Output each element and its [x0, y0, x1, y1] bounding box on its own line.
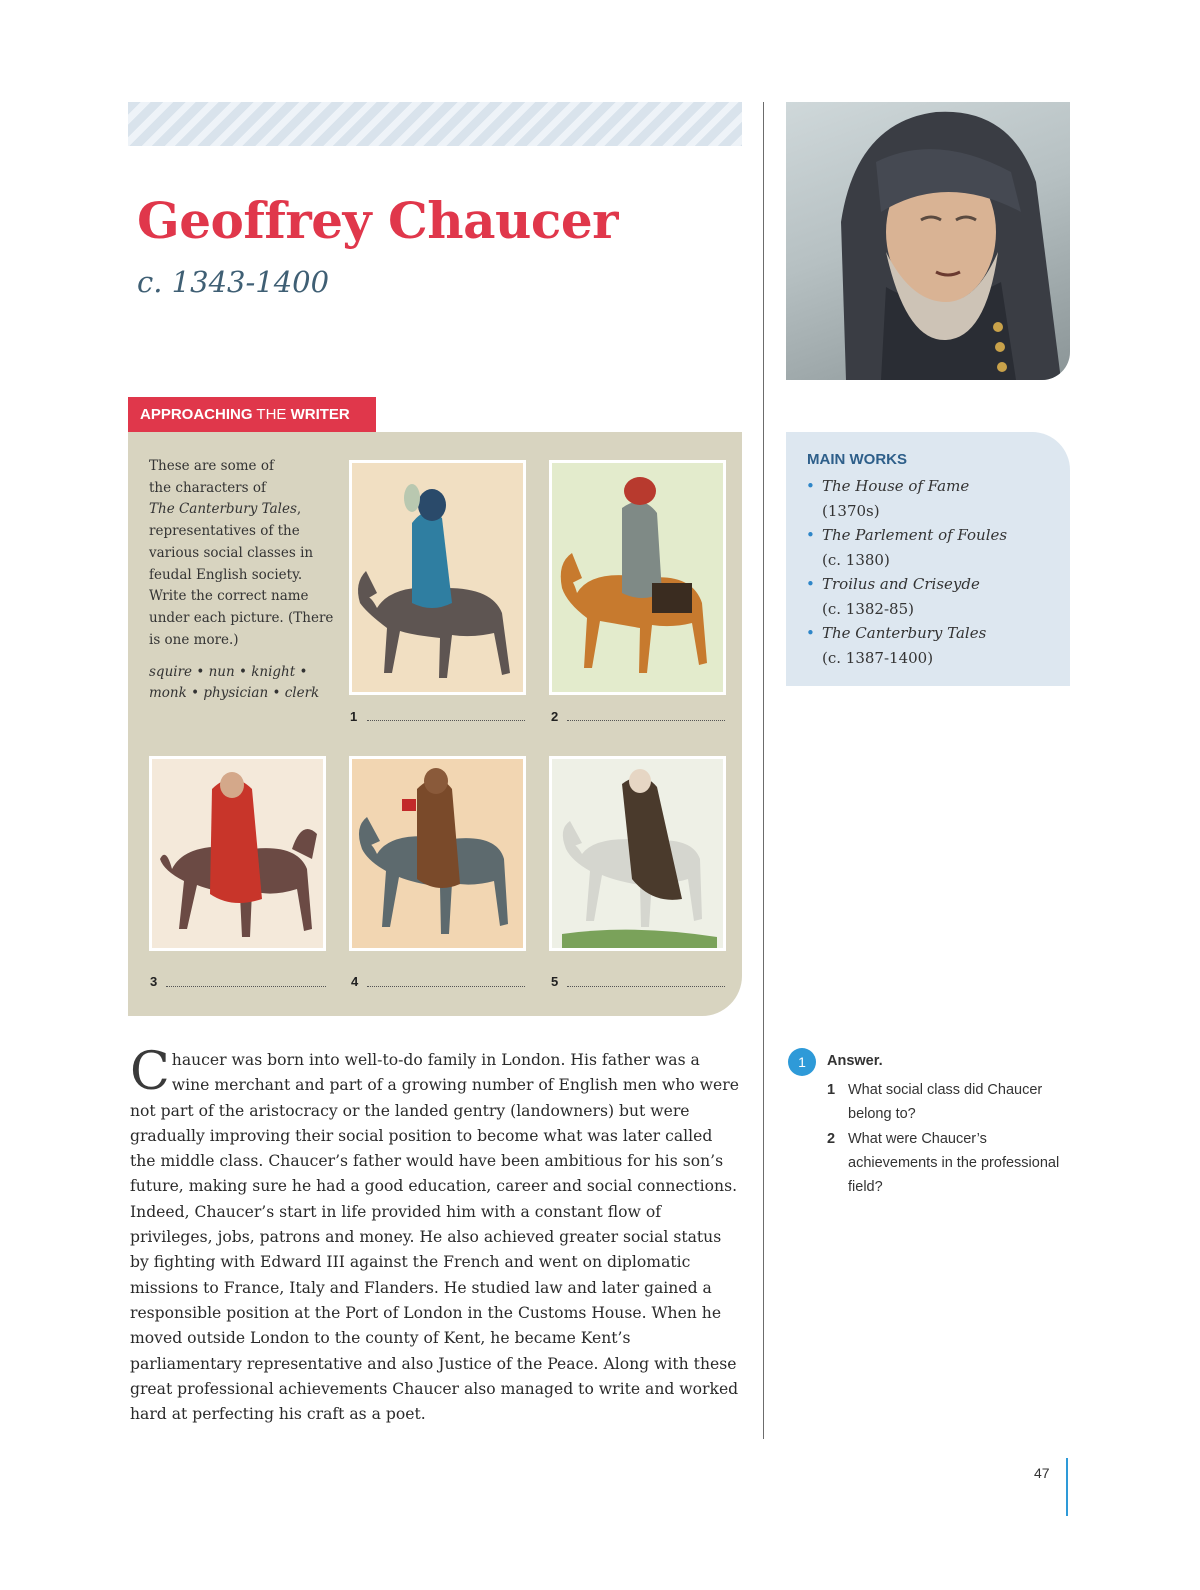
- word-bank-line-2: monk • physician • clerk: [149, 685, 320, 701]
- character-picture-2: [549, 460, 726, 695]
- answer-line-4[interactable]: [367, 986, 525, 987]
- exercise-question-2: [827, 1127, 1067, 1199]
- main-work-date: (1370s): [822, 501, 880, 520]
- exercise-question-1: [827, 1078, 1067, 1126]
- main-works-heading: MAIN WORKS: [807, 451, 907, 468]
- approaching-the-writer-tab: [128, 397, 376, 432]
- main-work-title: The House of Fame: [822, 477, 970, 495]
- picture-label-1: 1: [350, 709, 358, 724]
- main-work-date: (c. 1382-85): [822, 599, 914, 618]
- word-bank-line-1: squire • nun • knight •: [149, 664, 308, 680]
- tab-word-the: THE: [252, 406, 291, 423]
- picture-label-5: 5: [551, 974, 559, 989]
- biography-paragraph: [130, 1042, 742, 1427]
- answer-line-2[interactable]: [567, 720, 725, 721]
- page-number-bar: [1066, 1458, 1068, 1516]
- column-divider: [763, 102, 764, 1439]
- main-work-title: The Parlement of Foules: [822, 526, 1008, 544]
- main-work-item: • Troilus and Criseyde (c. 1382-85): [806, 572, 1066, 621]
- question-text: What social class did Chaucer belong to?: [848, 1082, 1043, 1122]
- instruction-line-1: These are some of: [149, 458, 274, 474]
- biography-text: haucer was born into well-to-do family in London. His father was a wine merchant and part of a growing number of English men who were not part of the aristocracy or the landed gentry (landowners) but were gradually improving their social position to become what was later called the middle class. Chaucer’s father would have been ambitious for his son’s future, making sure he had a good education, career and social connections. Indeed, Chaucer’s start in life provided him with a constant flow of privileges, jobs, patrons and money. He also achieved greater social status by fighting with Edward III against the French and went on diplomatic missions to France, Italy and Flanders. He studied law and later gained a responsible position at the Port of London in the Customs House. When he moved outside London to the county of Kent, he became Kent’s parliamentary representative and also Justice of the Peace. Along with these great professional achievements Chaucer also managed to write and worked hard at perfecting his craft as a poet.: [130, 1051, 739, 1424]
- character-picture-4: [349, 756, 526, 951]
- header-decorative-bar: [128, 102, 742, 146]
- main-work-item: • The Parlement of Foules (c. 1380): [806, 523, 1066, 572]
- main-work-item: • The House of Fame (1370s): [806, 474, 1066, 523]
- character-picture-3: [149, 756, 326, 951]
- picture-label-3: 3: [150, 974, 158, 989]
- tab-word-approaching: APPROACHING: [140, 406, 253, 423]
- tab-word-writer: WRITER: [290, 406, 350, 423]
- author-dates: c. 1343-1400: [137, 265, 330, 299]
- instruction-line-2: the characters of: [149, 479, 266, 496]
- question-text: What were Chaucer’s achievements in the professional field?: [848, 1131, 1060, 1195]
- instruction-rest: representatives of the various social classes in feudal English society. Write the correct name under each picture. (There is one more.): [149, 523, 334, 648]
- answer-line-3[interactable]: [166, 986, 326, 987]
- exercise-number-badge: 1: [788, 1048, 816, 1076]
- character-picture-1: [349, 460, 526, 695]
- instruction-work-title: The Canterbury Tales: [149, 501, 297, 518]
- question-number: 1: [827, 1082, 836, 1098]
- activity-instructions: These are some of the characters of The Canterbury Tales, representatives of the various social classes in feudal English society. Write the correct name under each picture. (There is one more.): [149, 456, 339, 651]
- page-number: 47: [1034, 1465, 1050, 1481]
- main-works-list: [806, 474, 1066, 670]
- question-number: 2: [827, 1131, 836, 1147]
- answer-line-1[interactable]: [367, 720, 525, 721]
- exercise-heading: Answer.: [827, 1053, 883, 1069]
- main-work-date: (c. 1380): [822, 550, 890, 569]
- picture-label-4: 4: [351, 974, 359, 989]
- author-portrait-image: [786, 102, 1070, 380]
- main-work-item: • The Canterbury Tales (c. 1387-1400): [806, 621, 1066, 670]
- drop-cap: C: [130, 1042, 170, 1102]
- character-picture-5: [549, 756, 726, 951]
- answer-line-5[interactable]: [567, 986, 725, 987]
- main-work-title: The Canterbury Tales: [822, 624, 987, 642]
- picture-label-2: 2: [551, 709, 559, 724]
- page-title: Geoffrey Chaucer: [137, 191, 618, 250]
- main-work-date: (c. 1387-1400): [822, 648, 934, 667]
- word-bank: [149, 662, 344, 704]
- main-work-title: Troilus and Criseyde: [822, 575, 980, 593]
